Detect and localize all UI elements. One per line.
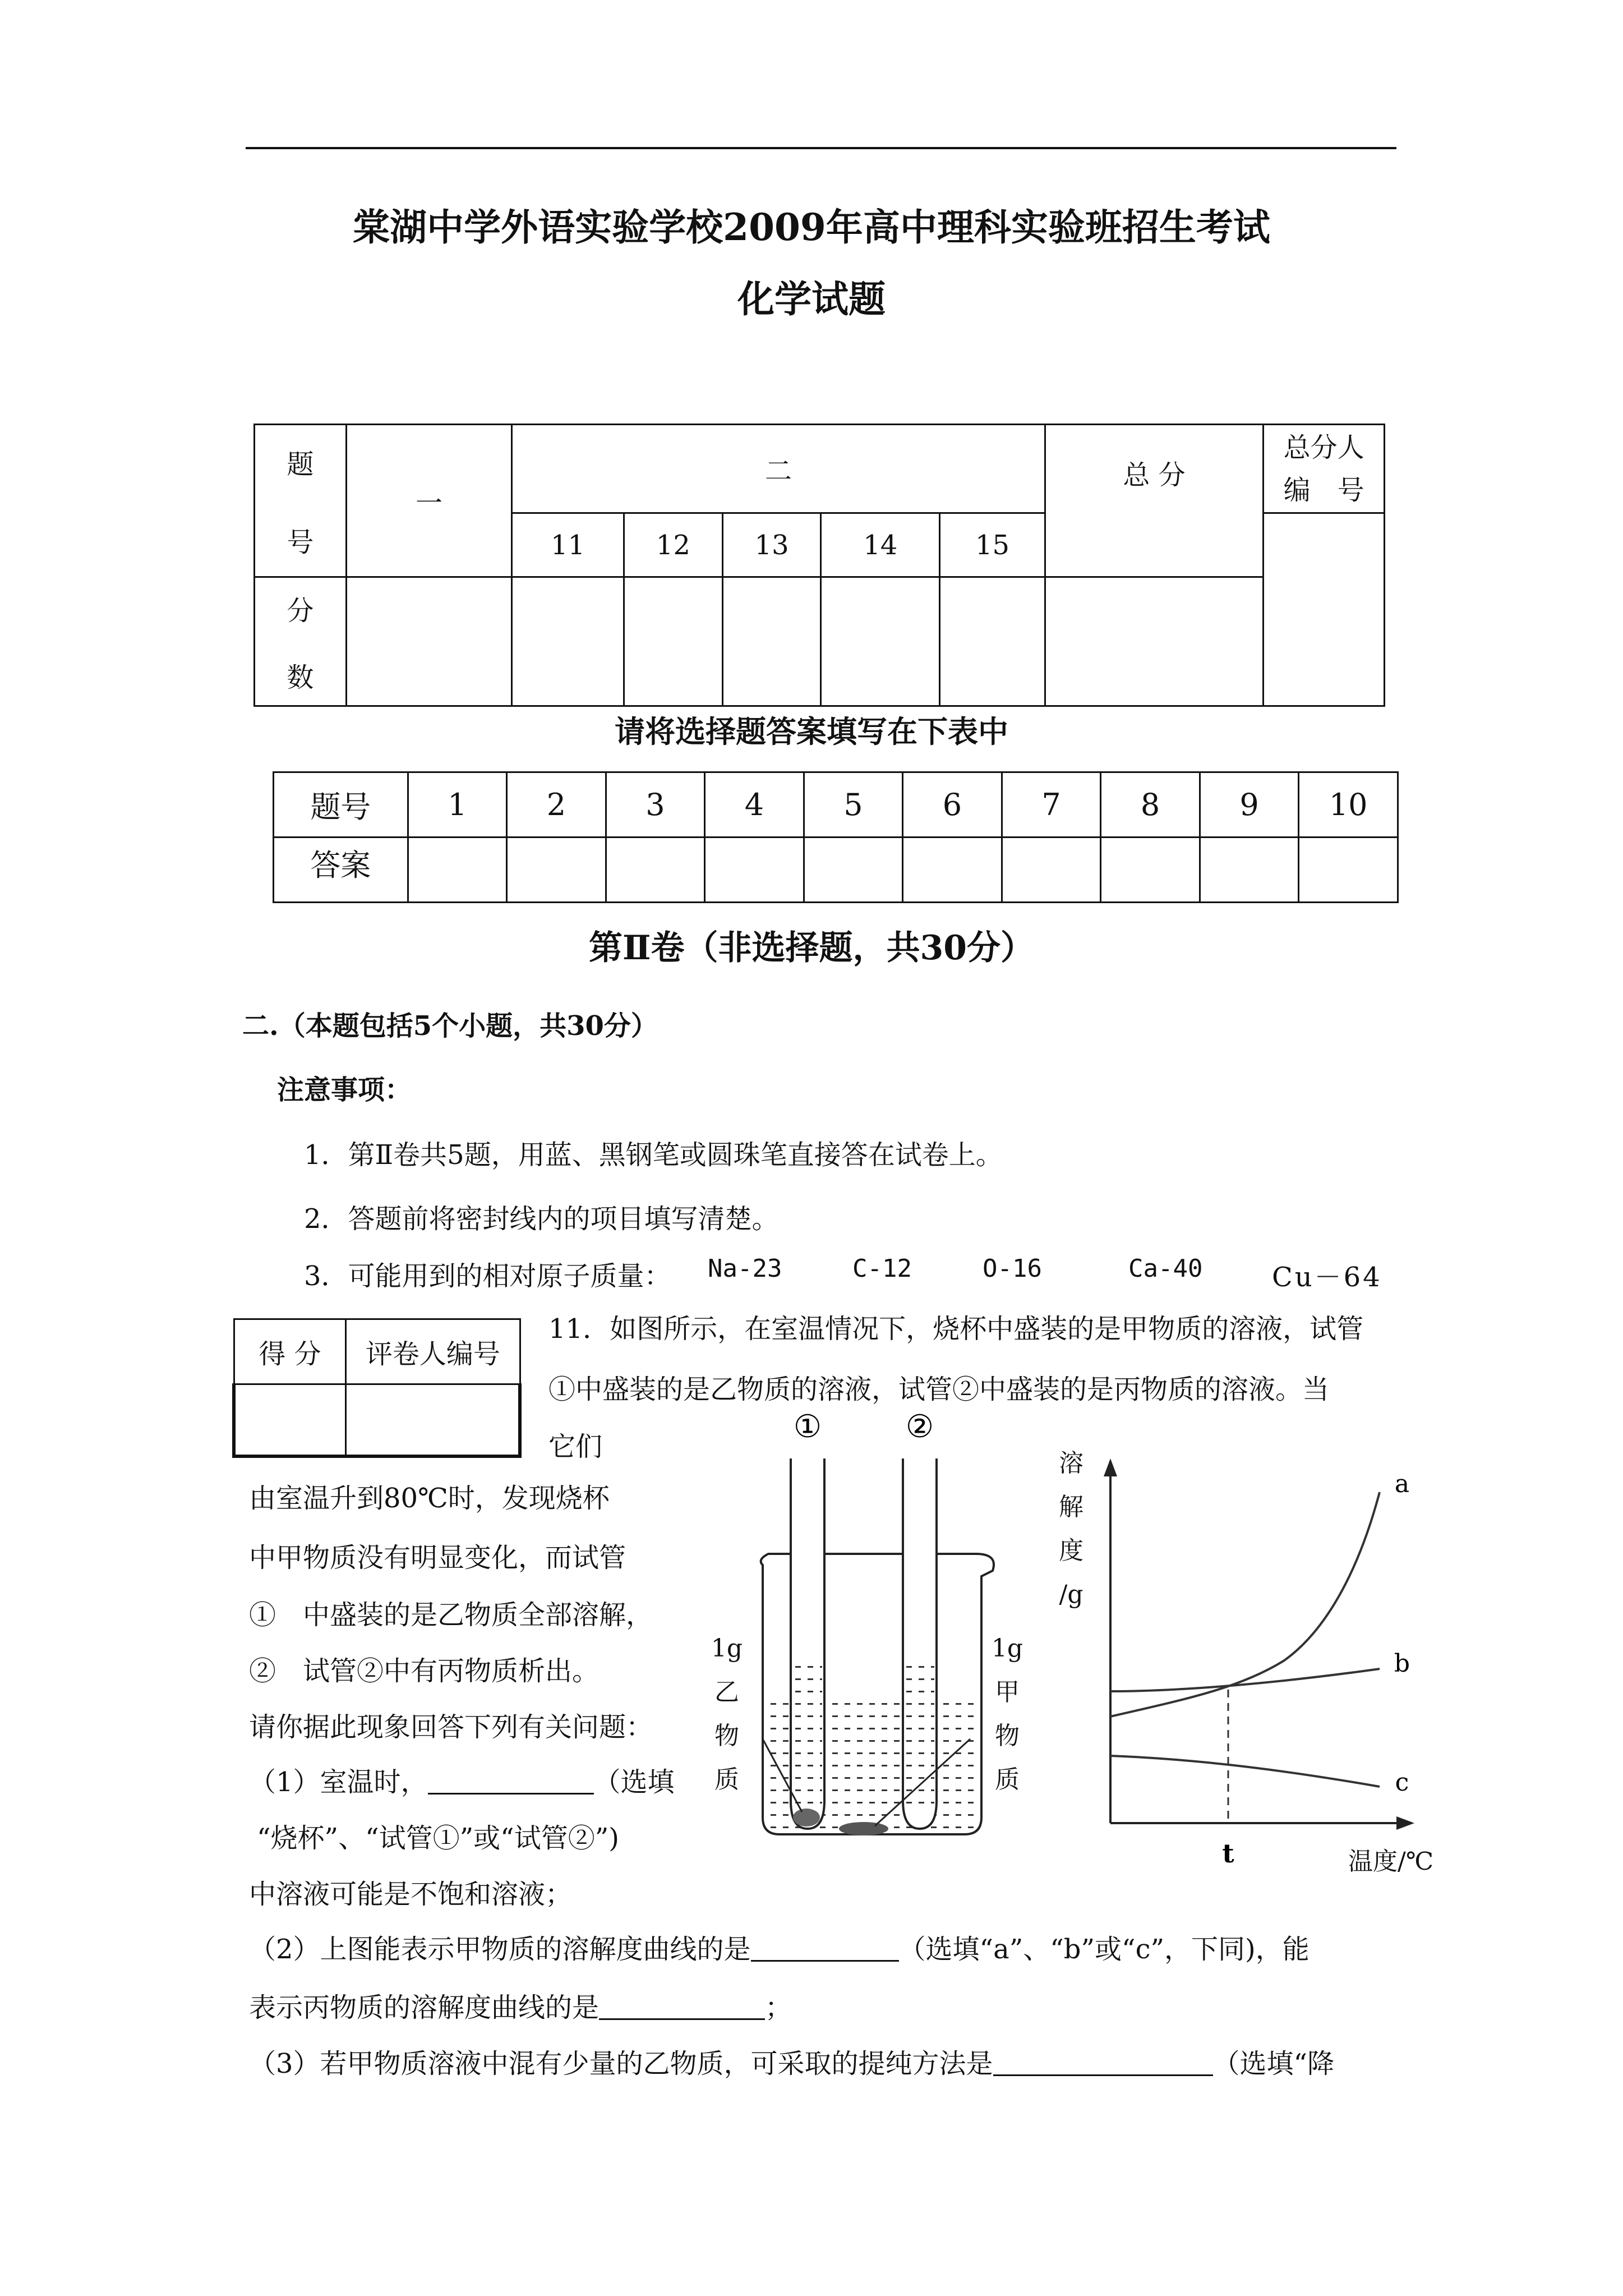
grader-id-label: 评卷人编号: [346, 1319, 520, 1384]
answer-number-9: 9: [1200, 772, 1299, 838]
note-1: 1．第Ⅱ卷共5题，用蓝、黑钢笔或圆珠笔直接答在试卷上。: [304, 1139, 1003, 1171]
answer-cell-1[interactable]: [408, 838, 507, 903]
q11-sub2-prefix: （2）上图能表示甲物质的溶解度曲线的是: [249, 1934, 751, 1965]
answer-row-label-number: 题号: [274, 772, 408, 838]
q11-sub2-line-2: [249, 1986, 792, 2024]
tube-1-precipitate: [793, 1809, 820, 1826]
graph-ylabel-2: 解: [1059, 1493, 1083, 1521]
q11-sub3-line: [249, 2042, 1334, 2081]
page-title: 棠湖中学外语实验学校2009年高中理科实验班招生考试: [353, 205, 1270, 249]
q11-sub3-blank[interactable]: [993, 2047, 1213, 2076]
answer-number-8: 8: [1101, 772, 1200, 838]
col-grader-header: [1264, 425, 1385, 513]
score-table: [253, 424, 1385, 707]
answer-cell-4[interactable]: [705, 838, 804, 903]
graph-ylabel-3: 度: [1059, 1536, 1083, 1565]
x-axis-arrow: [1396, 1816, 1414, 1830]
beaker-left-label-2: 乙: [714, 1678, 739, 1706]
graph-ylabel-1: 溶: [1059, 1449, 1083, 1478]
q11-left-line-4: ② 试管②中有丙物质析出。: [249, 1655, 600, 1687]
answer-number-2: 2: [507, 772, 606, 838]
sub-col-12: 12: [624, 513, 722, 577]
solubility-graph: [1043, 1436, 1458, 1885]
tube-2-label: ②: [905, 1409, 934, 1445]
beaker-left-label-4: 质: [714, 1765, 739, 1794]
sub-col-11: 11: [512, 513, 624, 577]
beaker-right-label-3: 物: [995, 1722, 1020, 1750]
q11-left-line-2: 中甲物质没有明显变化，而试管: [249, 1542, 626, 1573]
q11-sub2-suffix: （选填“a”、“b”或“c”，下同)，能: [898, 1934, 1310, 1965]
grader-line-1: 总分人: [1283, 431, 1364, 463]
tube-1-label: ①: [793, 1409, 822, 1445]
grader-id-input[interactable]: [346, 1384, 520, 1456]
beaker-left-label-1: 1g: [711, 1634, 743, 1663]
answer-cell-7[interactable]: [1002, 838, 1101, 903]
answer-number-10: 10: [1299, 772, 1398, 838]
q11-line-3: 它们: [548, 1431, 603, 1462]
q11-sub1-prefix: （1）室温时，: [249, 1766, 428, 1798]
answer-number-6: 6: [903, 772, 1002, 838]
q11-sub1-suffix: （选填: [593, 1766, 675, 1798]
q11-line-2: ①中盛装的是乙物质的溶液，试管②中盛装的是丙物质的溶液。当: [548, 1374, 1330, 1405]
q11-sub2-blank-1[interactable]: [751, 1933, 899, 1962]
notes-heading: 注意事项：: [277, 1074, 412, 1106]
answer-number-4: 4: [705, 772, 804, 838]
beaker-right-label-4: 质: [995, 1765, 1020, 1794]
part-heading: 二.（本题包括5个小题，共30分）: [242, 1010, 658, 1042]
graph-ylabel: [1054, 1442, 1088, 1617]
answer-row-label-answer: 答案: [274, 838, 408, 903]
score-13-cell[interactable]: [722, 577, 821, 706]
atomic-mass-o: O-16: [983, 1254, 1042, 1283]
q11-sub1-options: “烧杯”、“试管①”或“试管②”): [257, 1823, 619, 1854]
q11-sub3-prefix: （3）若甲物质溶液中混有少量的乙物质，可采取的提纯方法是: [249, 2048, 993, 2079]
score-one-cell[interactable]: [346, 577, 511, 706]
sub-col-13: 13: [722, 513, 821, 577]
curve-a: [1110, 1492, 1380, 1717]
q11-sub2-end: ；: [765, 1992, 792, 2023]
grader-score-cell[interactable]: [1264, 513, 1385, 706]
beaker-bottom-solid: [839, 1822, 888, 1835]
sub-col-14: 14: [821, 513, 940, 577]
tihao-cell: [255, 425, 347, 577]
q11-left-line-5: 请你据此现象回答下列有关问题：: [249, 1711, 653, 1743]
atomic-mass-ca: Ca-40: [1128, 1254, 1203, 1283]
answer-cell-9[interactable]: [1200, 838, 1299, 903]
note-2: 2．答题前将密封线内的项目填写清楚。: [304, 1203, 779, 1235]
q11-sub1-end: 中溶液可能是不饱和溶液；: [249, 1879, 573, 1910]
answer-number-5: 5: [804, 772, 903, 838]
score-15-cell[interactable]: [940, 577, 1045, 706]
answer-cell-2[interactable]: [507, 838, 606, 903]
q11-left-line-3: ① 中盛装的是乙物质全部溶解，: [249, 1599, 653, 1631]
atomic-mass-na: Na-23: [708, 1254, 782, 1283]
curve-c-label: c: [1395, 1768, 1409, 1797]
grader-score-label: 得 分: [234, 1319, 346, 1384]
tihao-char-2: 号: [287, 526, 314, 558]
graph-ylabel-4: /g: [1059, 1580, 1083, 1609]
curve-a-label: a: [1394, 1470, 1410, 1498]
beaker-right-label-2: 甲: [995, 1678, 1020, 1706]
beaker-left-label: [710, 1627, 744, 1802]
tube-1-liquid: [793, 1666, 822, 1806]
answer-cell-10[interactable]: [1299, 838, 1398, 903]
section-title: 第Ⅱ卷（非选择题，共30分）: [588, 928, 1035, 968]
beaker-right-label: [990, 1627, 1024, 1802]
graph-xlabel: 温度/℃: [1348, 1847, 1434, 1876]
beaker-figure: [695, 1402, 1021, 1851]
answer-note: 请将选择题答案填写在下表中: [615, 714, 1008, 749]
header-rule: [246, 147, 1396, 149]
score-total-cell[interactable]: [1045, 577, 1263, 706]
beaker-left-label-3: 物: [714, 1722, 739, 1750]
answer-number-7: 7: [1002, 772, 1101, 838]
q11-sub2-prefix-2: 表示丙物质的溶解度曲线的是: [249, 1992, 600, 2023]
grader-table: [232, 1318, 522, 1458]
q11-sub1-blank[interactable]: [428, 1766, 594, 1795]
q11-sub1-line: [249, 1760, 675, 1799]
page-subtitle: 化学试题: [737, 277, 886, 321]
score-11-cell[interactable]: [512, 577, 624, 706]
curve-b-label: b: [1394, 1649, 1410, 1678]
q11-sub2-line: [249, 1927, 1310, 1966]
col-two-header: 二: [512, 425, 1045, 513]
fenshu-cell: [255, 577, 347, 706]
q11-sub3-suffix: （选填“降: [1212, 2048, 1335, 2079]
fenshu-char-1: 分: [287, 595, 314, 627]
grader-line-2: 编 号: [1283, 474, 1364, 506]
q11-line-1: 11．如图所示，在室温情况下，烧杯中盛装的是甲物质的溶液，试管: [548, 1313, 1364, 1345]
atomic-mass-c: C-12: [852, 1254, 912, 1283]
sub-col-15: 15: [940, 513, 1045, 577]
grader-score-input[interactable]: [234, 1384, 346, 1456]
answer-cell-8[interactable]: [1101, 838, 1200, 903]
q11-sub2-blank-2[interactable]: [599, 1991, 765, 2020]
answer-number-3: 3: [606, 772, 705, 838]
col-one-header: 一: [346, 425, 511, 577]
tick-t-label: t: [1222, 1838, 1234, 1869]
atomic-mass-cu: Cu－64: [1272, 1262, 1382, 1293]
curve-c: [1110, 1756, 1380, 1787]
score-12-cell[interactable]: [624, 577, 722, 706]
q11-left-line-1: 由室温升到80℃时，发现烧杯: [249, 1483, 610, 1514]
score-14-cell[interactable]: [821, 577, 940, 706]
y-axis-arrow: [1104, 1458, 1117, 1476]
answer-number-1: 1: [408, 772, 507, 838]
note-3: 3．可能用到的相对原子质量：: [304, 1260, 671, 1292]
beaker-right-label-1: 1g: [991, 1634, 1023, 1663]
answer-cell-3[interactable]: [606, 838, 705, 903]
answer-table: [273, 771, 1399, 903]
col-total-header: 总 分: [1045, 425, 1263, 577]
fenshu-char-2: 数: [287, 661, 314, 693]
answer-cell-6[interactable]: [903, 838, 1002, 903]
answer-cell-5[interactable]: [804, 838, 903, 903]
tihao-char-1: 题: [287, 448, 314, 480]
